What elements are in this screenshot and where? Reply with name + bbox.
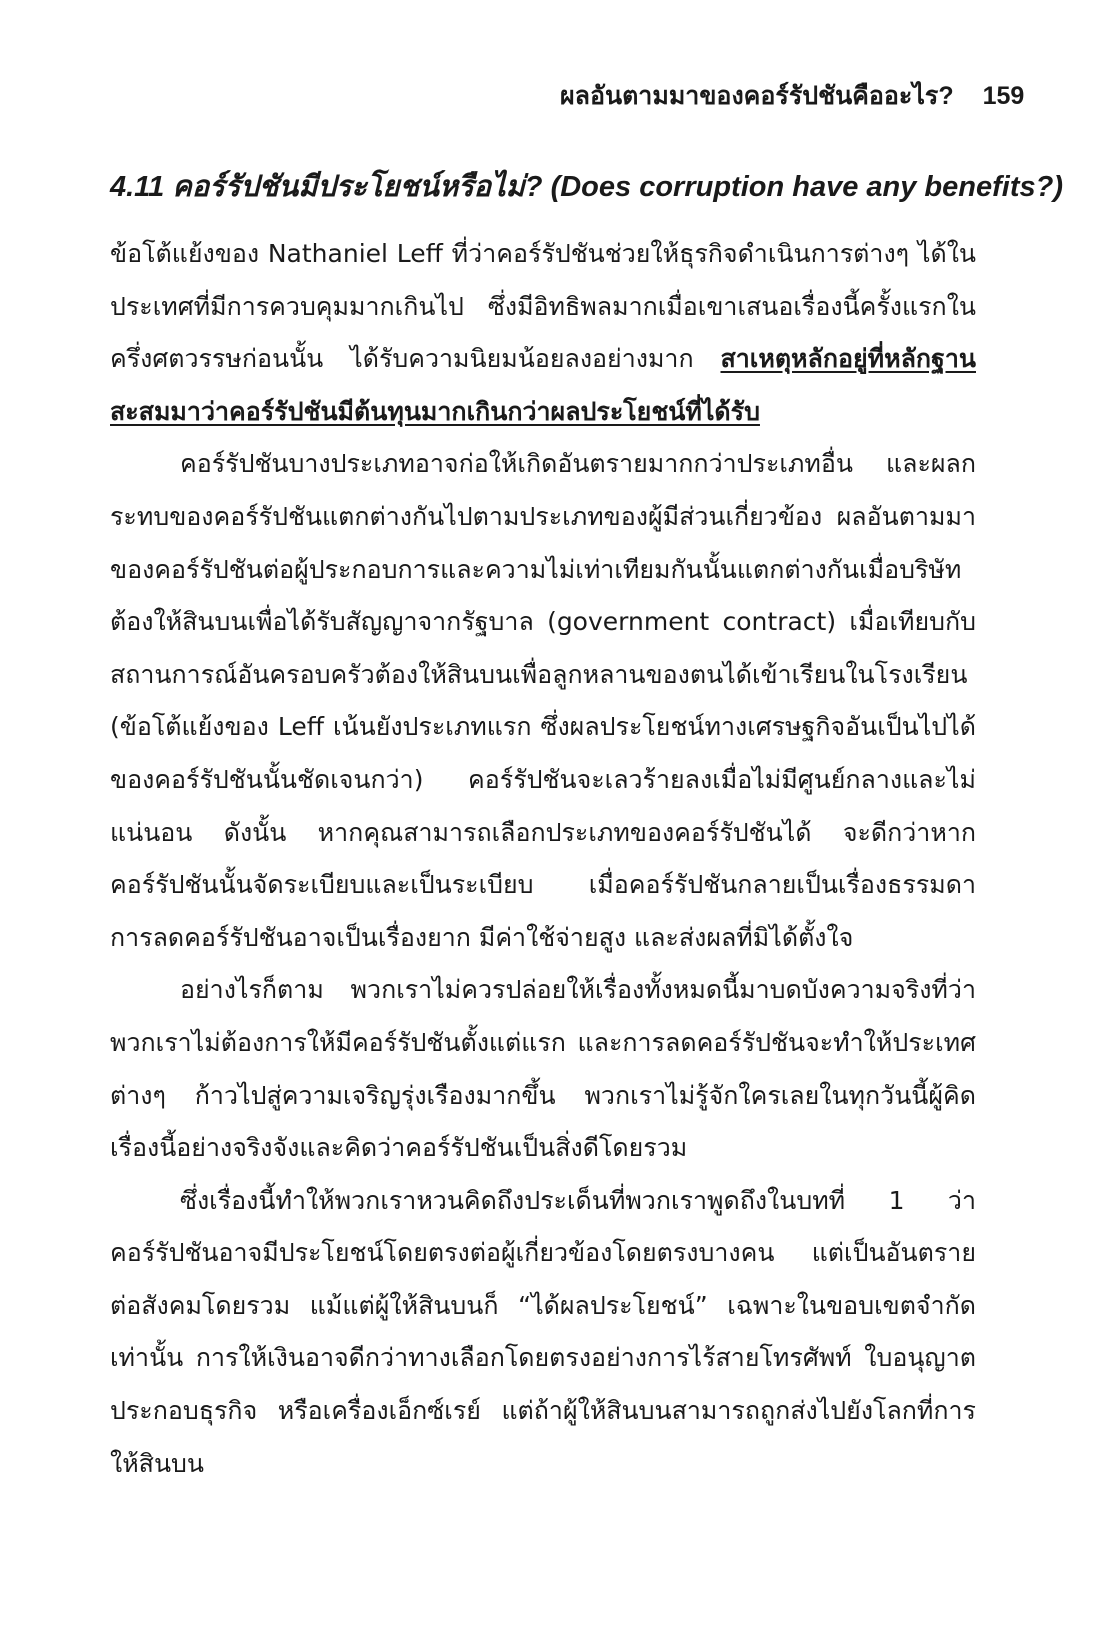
paragraph-1 bbox=[110, 228, 976, 438]
section-heading: 4.11 คอร์รัปชันมีประโยชน์หรือไม่? (Does corruption have any benefits?) bbox=[110, 171, 1063, 203]
paragraph-1-emphasis: สาเหตุหลักอยู่ที่หลักฐานสะสมมาว่าคอร์รัปชันมีต้นทุนมากเกินกว่าผลประโยชน์ที่ได้รับ bbox=[110, 344, 976, 426]
running-header bbox=[560, 78, 1025, 114]
page-number: 159 bbox=[982, 82, 1025, 110]
paragraph-2: คอร์รัปชันบางประเภทอาจก่อให้เกิดอันตรายมากกว่าประเภทอื่น และผลกระทบของคอร์รัปชันแตกต่างกันไปตามประเภทของผู้มีส่วนเกี่ยวข้อง ผลอันตามมาของคอร์รัปชันต่อผู้ประกอบการและความไม่เท่าเทียมกันนั้นแตกต่างกันเมื่อบริษัทต้องให้สินบนเพื่อได้รับสัญญาจากรัฐบาล (government contract) เมื่อเทียบกับสถานการณ์อันครอบครัวต้องให้สินบนเพื่อลูกหลานของตนได้เข้าเรียนในโรงเรียน (ข้อโต้แย้งของ Leff เน้นยังประเภทแรก ซึ่งผลประโยชน์ทางเศรษฐกิจอันเป็นไปได้ของคอร์รัปชันนั้นชัดเจนกว่า) คอร์รัปชันจะเลวร้ายลงเมื่อไม่มีศูนย์กลางและไม่แน่นอน ดังนั้น หากคุณสามารถเลือกประเภทของคอร์รัปชันได้ จะดีกว่าหากคอร์รัปชันนั้นจัดระเบียบและเป็นระเบียบ เมื่อคอร์รัปชันกลายเป็นเรื่องธรรมดา การลดคอร์รัปชันอาจเป็นเรื่องยาก มีค่าใช้จ่ายสูง และส่งผลที่มิได้ตั้งใจ bbox=[110, 449, 976, 952]
body-text bbox=[110, 228, 976, 1490]
running-header-title: ผลอันตามมาของคอร์รัปชันคืออะไร? bbox=[560, 82, 954, 110]
paragraph-3: อย่างไรก็ตาม พวกเราไม่ควรปล่อยให้เรื่องทั้งหมดนี้มาบดบังความจริงที่ว่าพวกเราไม่ต้องการให้มีคอร์รัปชันตั้งแต่แรก และการลดคอร์รัปชันจะทำให้ประเทศต่างๆ ก้าวไปสู่ความเจริญรุ่งเรืองมากขึ้น พวกเราไม่รู้จักใครเลยในทุกวันนี้ผู้คิดเรื่องนี้อย่างจริงจังและคิดว่าคอร์รัปชันเป็นสิ่งดีโดยรวม bbox=[110, 975, 976, 1163]
paragraph-4: ซึ่งเรื่องนี้ทำให้พวกเราหวนคิดถึงประเด็นที่พวกเราพูดถึงในบทที่ 1 ว่าคอร์รัปชันอาจมีประโยชน์โดยตรงต่อผู้เกี่ยวข้องโดยตรงบางคน แต่เป็นอันตรายต่อสังคมโดยรวม แม้แต่ผู้ให้สินบนก็ “ได้ผลประโยชน์” เฉพาะในขอบเขตจำกัดเท่านั้น การให้เงินอาจดีกว่าทางเลือกโดยตรงอย่างการไร้สายโทรศัพท์ ใบอนุญาตประกอบธุรกิจ หรือเครื่องเอ็กซ์เรย์ แต่ถ้าผู้ให้สินบนสามารถถูกส่งไปยังโลกที่การให้สินบน bbox=[110, 1185, 976, 1478]
paragraph-1-text: ข้อโต้แย้งของ Nathaniel Leff ที่ว่าคอร์รัปชันช่วยให้ธุรกิจดำเนินการต่างๆ ได้ในประเทศที่มีการควบคุมมากเกินไป ซึ่งมีอิทธิพลมากเมื่อเขาเสนอเรื่องนี้ครั้งแรกในครึ่งศตวรรษก่อนนั้น ได้รับความนิยมน้อยลงอย่างมาก bbox=[110, 239, 976, 374]
